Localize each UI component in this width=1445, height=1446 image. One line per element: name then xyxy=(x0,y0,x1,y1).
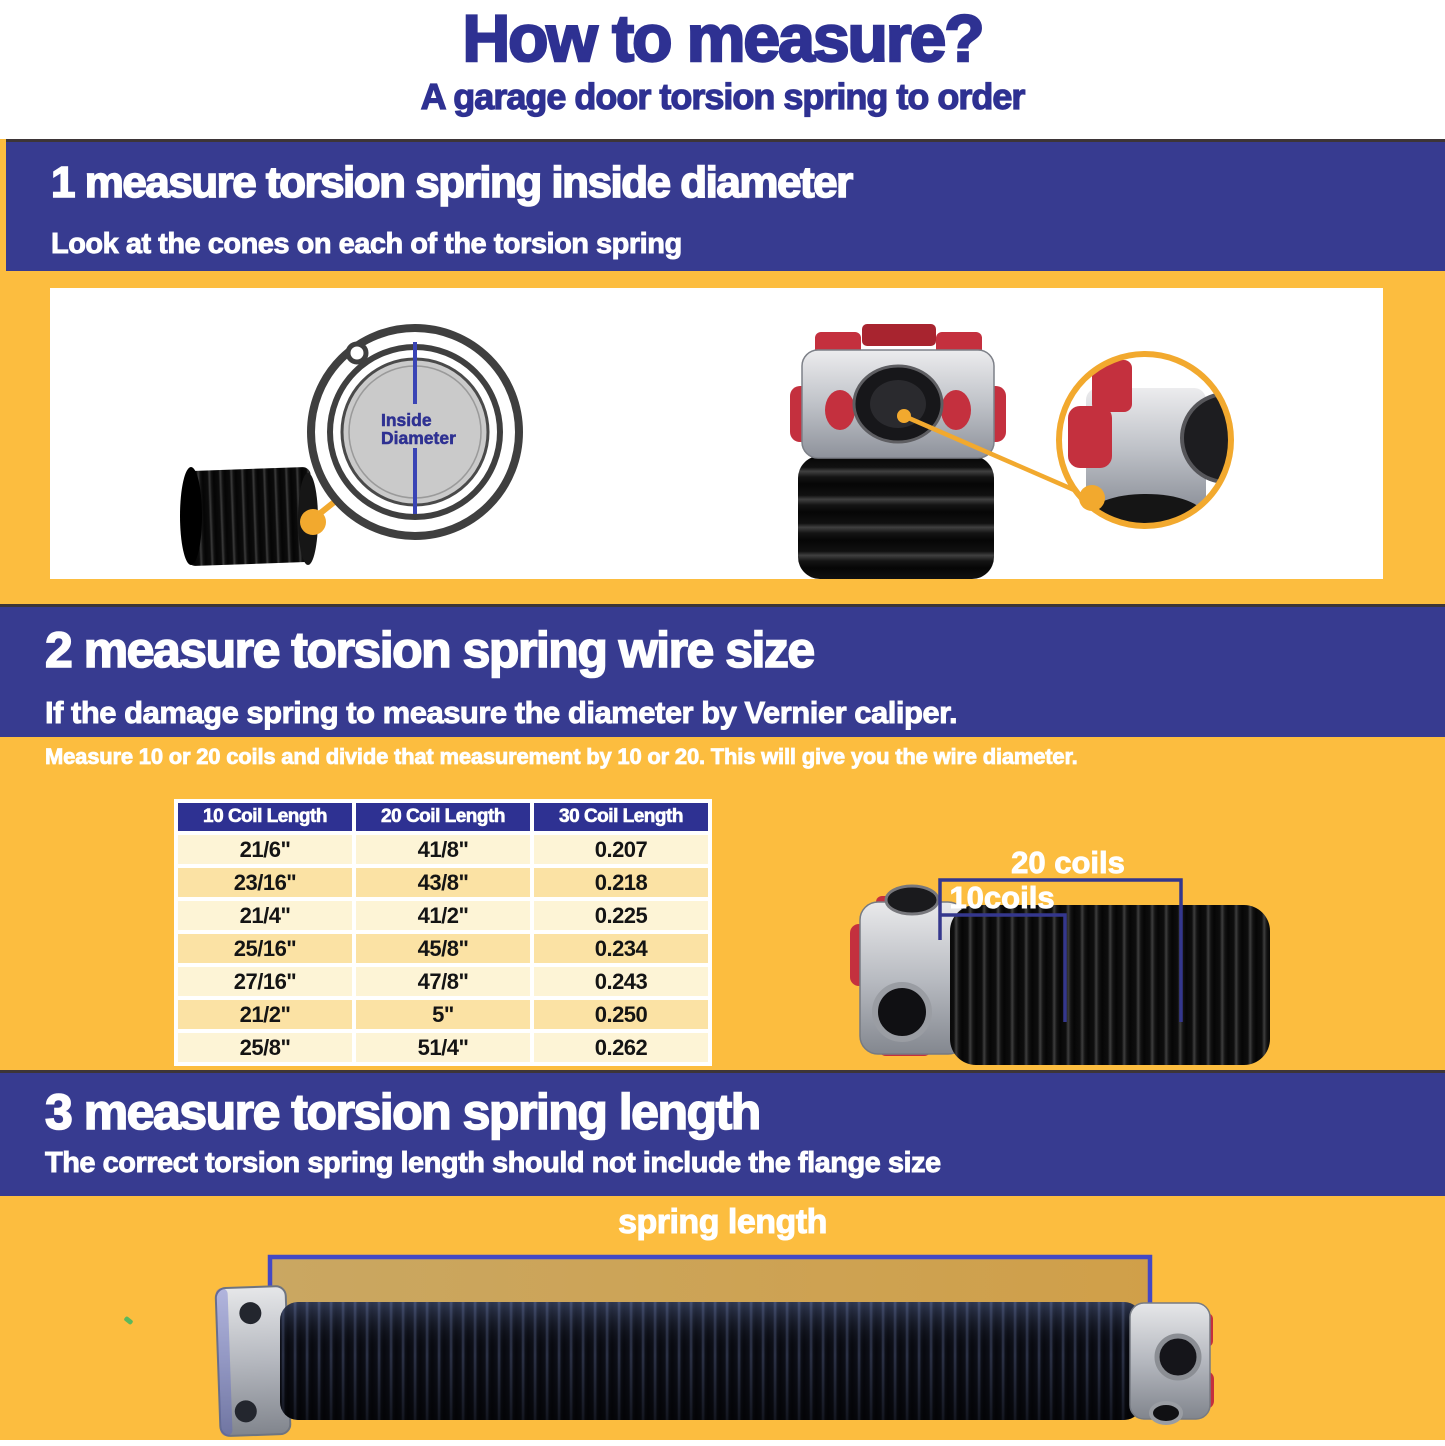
col-header-10-coil: 10 Coil Length xyxy=(178,803,352,831)
step1-band xyxy=(6,139,1445,271)
cell: 45/8" xyxy=(356,934,530,963)
cell: 25/16" xyxy=(178,934,352,963)
wire-size-table xyxy=(174,799,712,1066)
step3-subheading: The correct torsion spring length should not include the flange size xyxy=(45,1147,941,1179)
diameter-line-top xyxy=(413,342,417,404)
cell: 21/2" xyxy=(178,1000,352,1029)
cell: 41/8" xyxy=(356,835,530,864)
cell: 0.225 xyxy=(534,901,708,930)
cone-end-hole xyxy=(1157,1336,1199,1378)
inside-diameter-diagram xyxy=(311,328,519,536)
spring-length-illustration xyxy=(180,1245,1240,1440)
coil-side-view-illustration xyxy=(180,467,318,566)
step1-illustration-panel xyxy=(50,288,1383,579)
cell: 41/2" xyxy=(356,901,530,930)
step3-band xyxy=(0,1070,1445,1196)
cell: 47/8" xyxy=(356,967,530,996)
spring-coil-body xyxy=(950,905,1270,1065)
table-row xyxy=(178,868,708,897)
cell: 0.262 xyxy=(534,1033,708,1062)
cell: 0.243 xyxy=(534,967,708,996)
right-winding-cone xyxy=(1130,1303,1214,1423)
step1-heading: 1 measure torsion spring inside diameter xyxy=(51,158,852,207)
winding-cone-photo xyxy=(790,324,1006,579)
cell: 0.218 xyxy=(534,868,708,897)
inside-diameter-label-line2: Diameter xyxy=(381,428,456,448)
page-subtitle: A garage door torsion spring to order xyxy=(420,76,1025,117)
spring-length-label: spring length xyxy=(618,1203,827,1241)
label-10-coils: 10coils xyxy=(949,880,1055,915)
step2-heading: 2 measure torsion spring wire size xyxy=(45,622,814,678)
step1-subheading: Look at the cones on each of the torsion spring xyxy=(51,228,682,260)
cell: 0.207 xyxy=(534,835,708,864)
cell: 0.234 xyxy=(534,934,708,963)
inside-diameter-label-line1: Inside xyxy=(381,410,432,430)
table-row xyxy=(178,1033,708,1062)
label-20-coils: 20 coils xyxy=(1011,845,1125,880)
diameter-line-bottom xyxy=(413,448,417,514)
cell: 21/4" xyxy=(178,901,352,930)
cell: 51/4" xyxy=(356,1033,530,1062)
cell: 21/6" xyxy=(178,835,352,864)
cone-side-hole xyxy=(875,985,929,1039)
set-screw-hole xyxy=(348,344,366,362)
cell: 23/16" xyxy=(178,868,352,897)
col-header-30-coil: 30 Coil Length xyxy=(534,803,708,831)
cell: 25/8" xyxy=(178,1033,352,1062)
cone-bottom-hole xyxy=(1151,1403,1181,1423)
step2-subheading: If the damage spring to measure the diameter by Vernier caliper. xyxy=(45,695,958,730)
cell: 43/8" xyxy=(356,868,530,897)
page-title: How to measure? xyxy=(462,1,983,75)
inside-diameter-illustration xyxy=(50,288,1383,579)
table-row xyxy=(178,967,708,996)
cell: 5" xyxy=(356,1000,530,1029)
col-header-20-coil: 20 Coil Length xyxy=(356,803,530,831)
step3-heading: 3 measure torsion spring length xyxy=(45,1084,760,1140)
callout-dot xyxy=(300,509,326,535)
flange-plate xyxy=(215,1286,290,1436)
measured-span-shade xyxy=(272,1259,1148,1307)
long-spring-body xyxy=(280,1302,1142,1420)
table-header-row xyxy=(178,803,708,831)
table-row xyxy=(178,901,708,930)
cell: 27/16" xyxy=(178,967,352,996)
table-row xyxy=(178,934,708,963)
table-row xyxy=(178,835,708,864)
cone-top-hole xyxy=(886,886,938,914)
table-row xyxy=(178,1000,708,1029)
coil-count-diagram xyxy=(850,840,1290,1080)
measure-note: Measure 10 or 20 coils and divide that measurement by 10 or 20. This will give you the wire diameter. xyxy=(45,744,1078,769)
cell: 0.250 xyxy=(534,1000,708,1029)
step2-band xyxy=(0,604,1445,737)
